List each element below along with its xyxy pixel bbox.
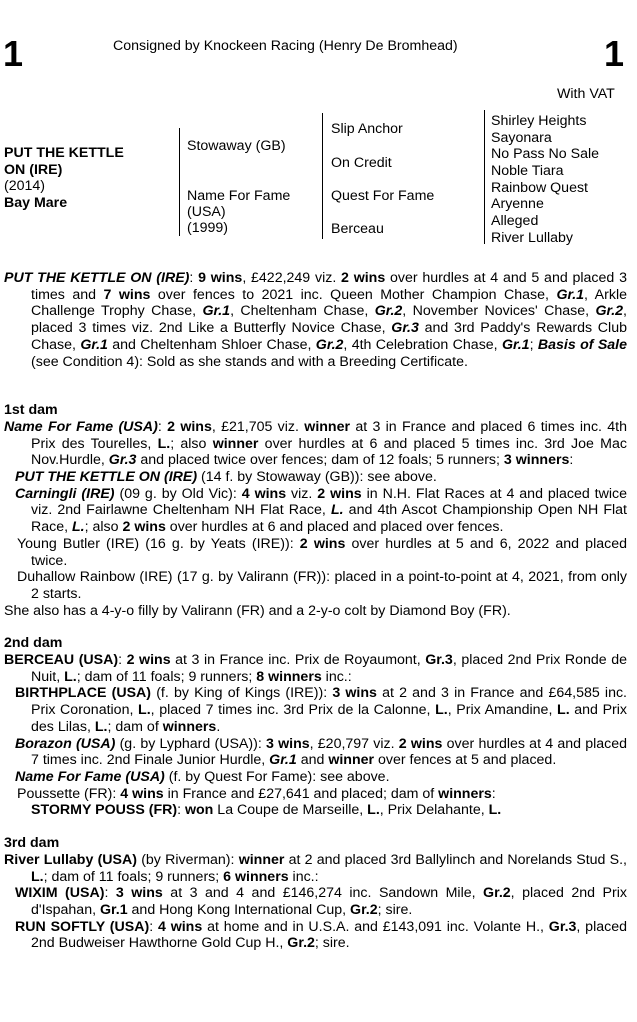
second-dam-offspring-1: BIRTHPLACE (USA) (f. by King of Kings (IRE)): 3 wins at 2 and 3 in France and £64,585 inc. Prix Coronation, L., placed 7 times inc. 3rd Prix de la Calonne, L., Prix Amandine, L. and Prix des Lilas, L.; dam of winners. (15, 685, 628, 735)
third-dam-offspring-2: RUN SOFTLY (USA): 4 wins at home and in U.S.A. and £143,091 inc. Volante H., Gr.3, placed 2nd Budweiser Hawthorne Gold Cup H., Gr.2; sire. (15, 918, 627, 952)
vat-status: With VAT (557, 86, 615, 102)
offspring-3: Young Butler (IRE) (16 g. by Yeats (IRE)): 2 wins over hurdles at 5 and 6, 2022 and placed twice. (17, 535, 627, 569)
horse-title-block (4, 145, 176, 212)
second-dam-offspring-2: Borazon (USA) (g. by Lyphard (USA)): 3 wins, £20,797 viz. 2 wins over hurdles at 4 and placed 7 times inc. 2nd Finale Junior Hurdle, Gr.1 and winner over fences at 5 and placed. (15, 735, 628, 769)
pedigree-dam-line2: (USA) (187, 204, 226, 220)
second-dam-heading: 2nd dam (4, 635, 63, 652)
lot-number-right: 1 (604, 33, 625, 74)
second-dam-offspring-3: Name For Fame (USA) (f. by Quest For Fame): see above. (15, 768, 390, 785)
horse-racing-record: PUT THE KETTLE ON (IRE): 9 wins, £422,249 viz. 2 wins over hurdles at 4 and 5 and placed 3 times and 7 wins over fences to 2021 inc. Queen Mother Champion Chase, Gr.1, Arkle Challenge Trophy Chase, Gr.1, Cheltenham Chase, Gr.2, November Novices' Chase, Gr.2, placed 3 times viz. 2nd Like a Butterfly Novice Chase, Gr.3 and 3rd Paddy's Rewards Club Chase, Gr.1 and Cheltenham Shloer Chase, Gr.2, 4th Celebration Chase, Gr.1; Basis of Sale (see Condition 4): Sold as she stands and with a Breeding Certificate. (4, 270, 628, 370)
horse-name-line2: ON (IRE) (4, 161, 63, 178)
second-dam-offspring-4: Poussette (FR): 4 wins in France and £27,641 and placed; dam of winners: (17, 785, 496, 802)
consignor-line: Consigned by Knockeen Racing (Henry De Bromhead) (113, 38, 458, 54)
offspring-4: Duhallow Rainbow (IRE) (17 g. by Valirann (FR)): placed in a point-to-point at 4, 2021, from only 2 starts. (17, 569, 627, 602)
pedigree-gen3-1: Shirley Heights (491, 113, 587, 129)
pedigree-divider-1 (179, 128, 180, 236)
pedigree-dam-line1: Name For Fame (187, 188, 291, 204)
first-dam-record: Name For Fame (USA): 2 wins, £21,705 viz. winner at 3 in France and placed 6 times inc. 4th Prix des Tourelles, L.; also winner over hurdles at 6 and placed 5 times inc. 3rd Joe Mac Nov.Hurdle, Gr.3 and placed twice over fences; dam of 12 foals; 5 runners; 3 winners: (4, 418, 628, 469)
pedigree-dam-line3: (1999) (187, 220, 229, 236)
catalogue-body (4, 270, 627, 952)
horse-year: (2014) (4, 178, 46, 195)
lot-number-left: 1 (3, 33, 24, 74)
pedigree-dam-sire: Quest For Fame (331, 188, 435, 204)
third-dam-record: River Lullaby (USA) (by Riverman): winner at 2 and placed 3rd Ballylinch and Norelands Stud S., L.; dam of 11 foals; 9 runners; 6 winners inc.: (4, 851, 627, 885)
pedigree-divider-2 (322, 113, 323, 239)
pedigree-divider-3 (484, 110, 485, 244)
pedigree-gen3-5: Rainbow Quest (491, 180, 588, 196)
third-dam-offspring-1: WIXIM (USA): 3 wins at 3 and 4 and £146,274 inc. Sandown Mile, Gr.2, placed 2nd Prix d'Ispahan, Gr.1 and Hong Kong International Cup, Gr.2; sire. (15, 885, 627, 918)
pedigree-gen3-8: River Lullaby (491, 230, 574, 246)
pedigree-gen3-3: No Pass No Sale (491, 146, 600, 162)
horse-sex: Bay Mare (4, 195, 68, 212)
pedigree-sire-dam: On Credit (331, 155, 392, 171)
offspring-1: PUT THE KETTLE ON (IRE) (14 f. by Stowaway (GB)): see above. (15, 469, 437, 486)
horse-name-line1: PUT THE KETTLE (4, 145, 124, 161)
pedigree-gen3-2: Sayonara (491, 130, 552, 146)
second-dam-grand-offspring: STORMY POUSS (FR): won La Coupe de Marseille, L., Prix Delahante, L. (31, 802, 502, 819)
pedigree-gen3-4: Noble Tiara (491, 163, 564, 179)
third-dam-heading: 3rd dam (4, 835, 60, 852)
offspring-note: She also has a 4-y-o filly by Valirann (FR) and a 2-y-o colt by Diamond Boy (FR). (4, 602, 511, 619)
offspring-2: Carningli (IRE) (09 g. by Old Vic): 4 wins viz. 2 wins in N.H. Flat Races at 4 and placed twice viz. 2nd Fairlawne Cheltenham NH Flat Race, L. and 4th Ascot Championship Open NH Flat Race, L.; also 2 wins over hurdles at 6 and placed and placed over fences. (15, 485, 627, 536)
pedigree-gen3-7: Alleged (491, 213, 539, 229)
pedigree-sire: Stowaway (GB) (187, 138, 286, 154)
pedigree-sire-sire: Slip Anchor (331, 121, 403, 137)
pedigree-gen3-6: Aryenne (491, 196, 544, 212)
pedigree-dam-dam: Berceau (331, 221, 384, 237)
second-dam-record: BERCEAU (USA): 2 wins at 3 in France inc. Prix de Royaumont, Gr.3, placed 2nd Prix Ronde de Nuit, L.; dam of 11 foals; 9 runners; 8 winners inc.: (4, 652, 628, 685)
first-dam-heading: 1st dam (4, 402, 58, 419)
